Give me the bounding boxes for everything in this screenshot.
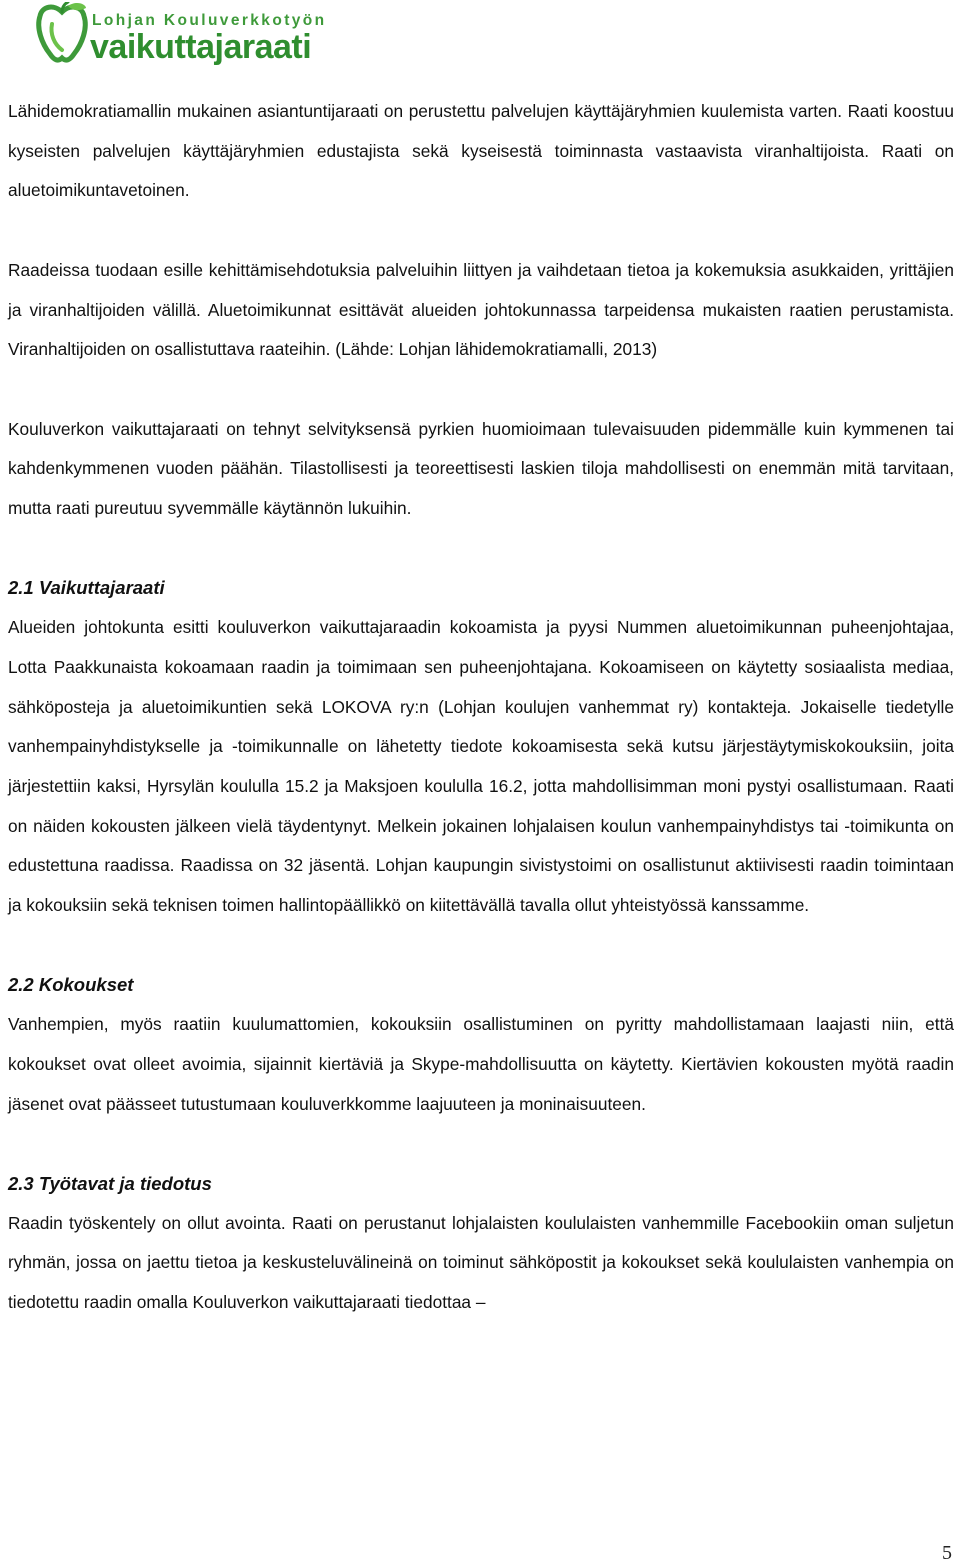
logo-subtitle: Lohjan Kouluverkkotyön xyxy=(92,12,327,29)
apple-leaf-icon xyxy=(32,2,92,66)
section-2-1-body: Alueiden johtokunta esitti kouluverkon vaikuttajaraadin kokoamista ja pyysi Nummen aluetoimikunnan puheenjohtajaa, Lotta Paakkunaista kokoamaan raadin ja toimimaan sen puheenjohtajana. Kokoamiseen on käytetty sosiaalista mediaa, sähköposteja ja aluetoimikuntien sekä LOKOVA ry:n (Lohjan koulujen vanhemmat ry) kontakteja. Jokaiselle tiedetylle vanhempainyhdistykselle ja -toimikunnalle on lähetetty tiedote kokoamisesta sekä kutsu järjestäytymiskokouksiin, joita järjestettiin kaksi, Hyrsylän koululla 15.2 ja Maksjoen koululla 16.2, jotta mahdollisimman moni pystyi osallistumaan. Raati on näiden kokousten jälkeen vielä täydentynyt. Melkein jokainen lohjalaisen koulun vanhempainyhdistys tai -toimikunta on edustettuna raadissa. Raadissa on 32 jäsentä. Lohjan kaupungin sivistystoimi on osallistunut aktiivisesti raadin toimintaan ja kokouksiin sekä teknisen toimen hallintopäällikkö on kiitettävällä tavalla ollut yhteistyössä kanssamme. xyxy=(8,617,954,916)
document-body xyxy=(8,92,954,1323)
intro-paragraph-1: Lähidemokratiamallin mukainen asiantuntijaraati on perustettu palvelujen käyttäjäryhmien kuulemista varten. Raati koostuu kyseisten palvelujen käyttäjäryhmien edustajista sekä kyseisestä toiminnasta vastaavista viranhaltijoista. Raati on aluetoimikuntavetoinen. xyxy=(8,101,954,201)
section-2-3-body: Raadin työskentely on ollut avointa. Raati on perustanut lohjalaisten koululaisten vanhemmille Facebookiin oman suljetun ryhmän, jossa on jaettu tietoa ja keskusteluvälineinä on toiminut sähköpostit ja kokoukset sekä koululaisten vanhempia on tiedotettu raadin omalla Kouluverkon vaikuttajaraati tiedottaa – xyxy=(8,1212,954,1313)
logo-title: vaikuttajaraati xyxy=(90,28,312,66)
intro-paragraph-2: Raadeissa tuodaan esille kehittämisehdotuksia palveluihin liittyen ja vaihdetaan tietoa ja kokemuksia asukkaiden, yrittäjien ja viranhaltijoiden välillä. Aluetoimikunnat esittävät alueiden johtokunnassa tarpeidensa mukaisten raatien perustamista. Viranhaltijoiden on osallistuttava raateihin. (Lähde: Lohjan lähidemokratiamalli, 2013) xyxy=(8,259,954,360)
page-number: 5 xyxy=(942,1542,952,1564)
section-heading-2-3: 2.3 Työtavat ja tiedotus xyxy=(8,1172,212,1194)
section-heading-2-1: 2.1 Vaikuttajaraati xyxy=(8,577,165,599)
section-heading-2-2: 2.2 Kokoukset xyxy=(8,974,134,996)
header-logo xyxy=(32,2,352,70)
intro-paragraph-3: Kouluverkon vaikuttajaraati on tehnyt selvityksensä pyrkien huomioimaan tulevaisuuden pidemmälle kuin kymmenen tai kahdenkymmenen vuoden päähän. Tilastollisesti ja teoreettisesti laskien tiloja mahdollisesti on enemmän mitä tarvitaan, mutta raati pureutuu syvemmälle käytännön lukuihin. xyxy=(8,418,954,518)
section-2-2-body: Vanhempien, myös raatiin kuulumattomien, kokouksiin osallistuminen on pyritty mahdollistamaan laajasti niin, että kokoukset ovat olleet avoimia, sijainnit kiertäviä ja Skype-mahdollisuutta on käytetty. Kiertävien kokousten myötä raadin jäsenet ovat päässeet tutustumaan kouluverkkomme laajuuteen ja moninaisuuteen. xyxy=(8,1014,954,1114)
